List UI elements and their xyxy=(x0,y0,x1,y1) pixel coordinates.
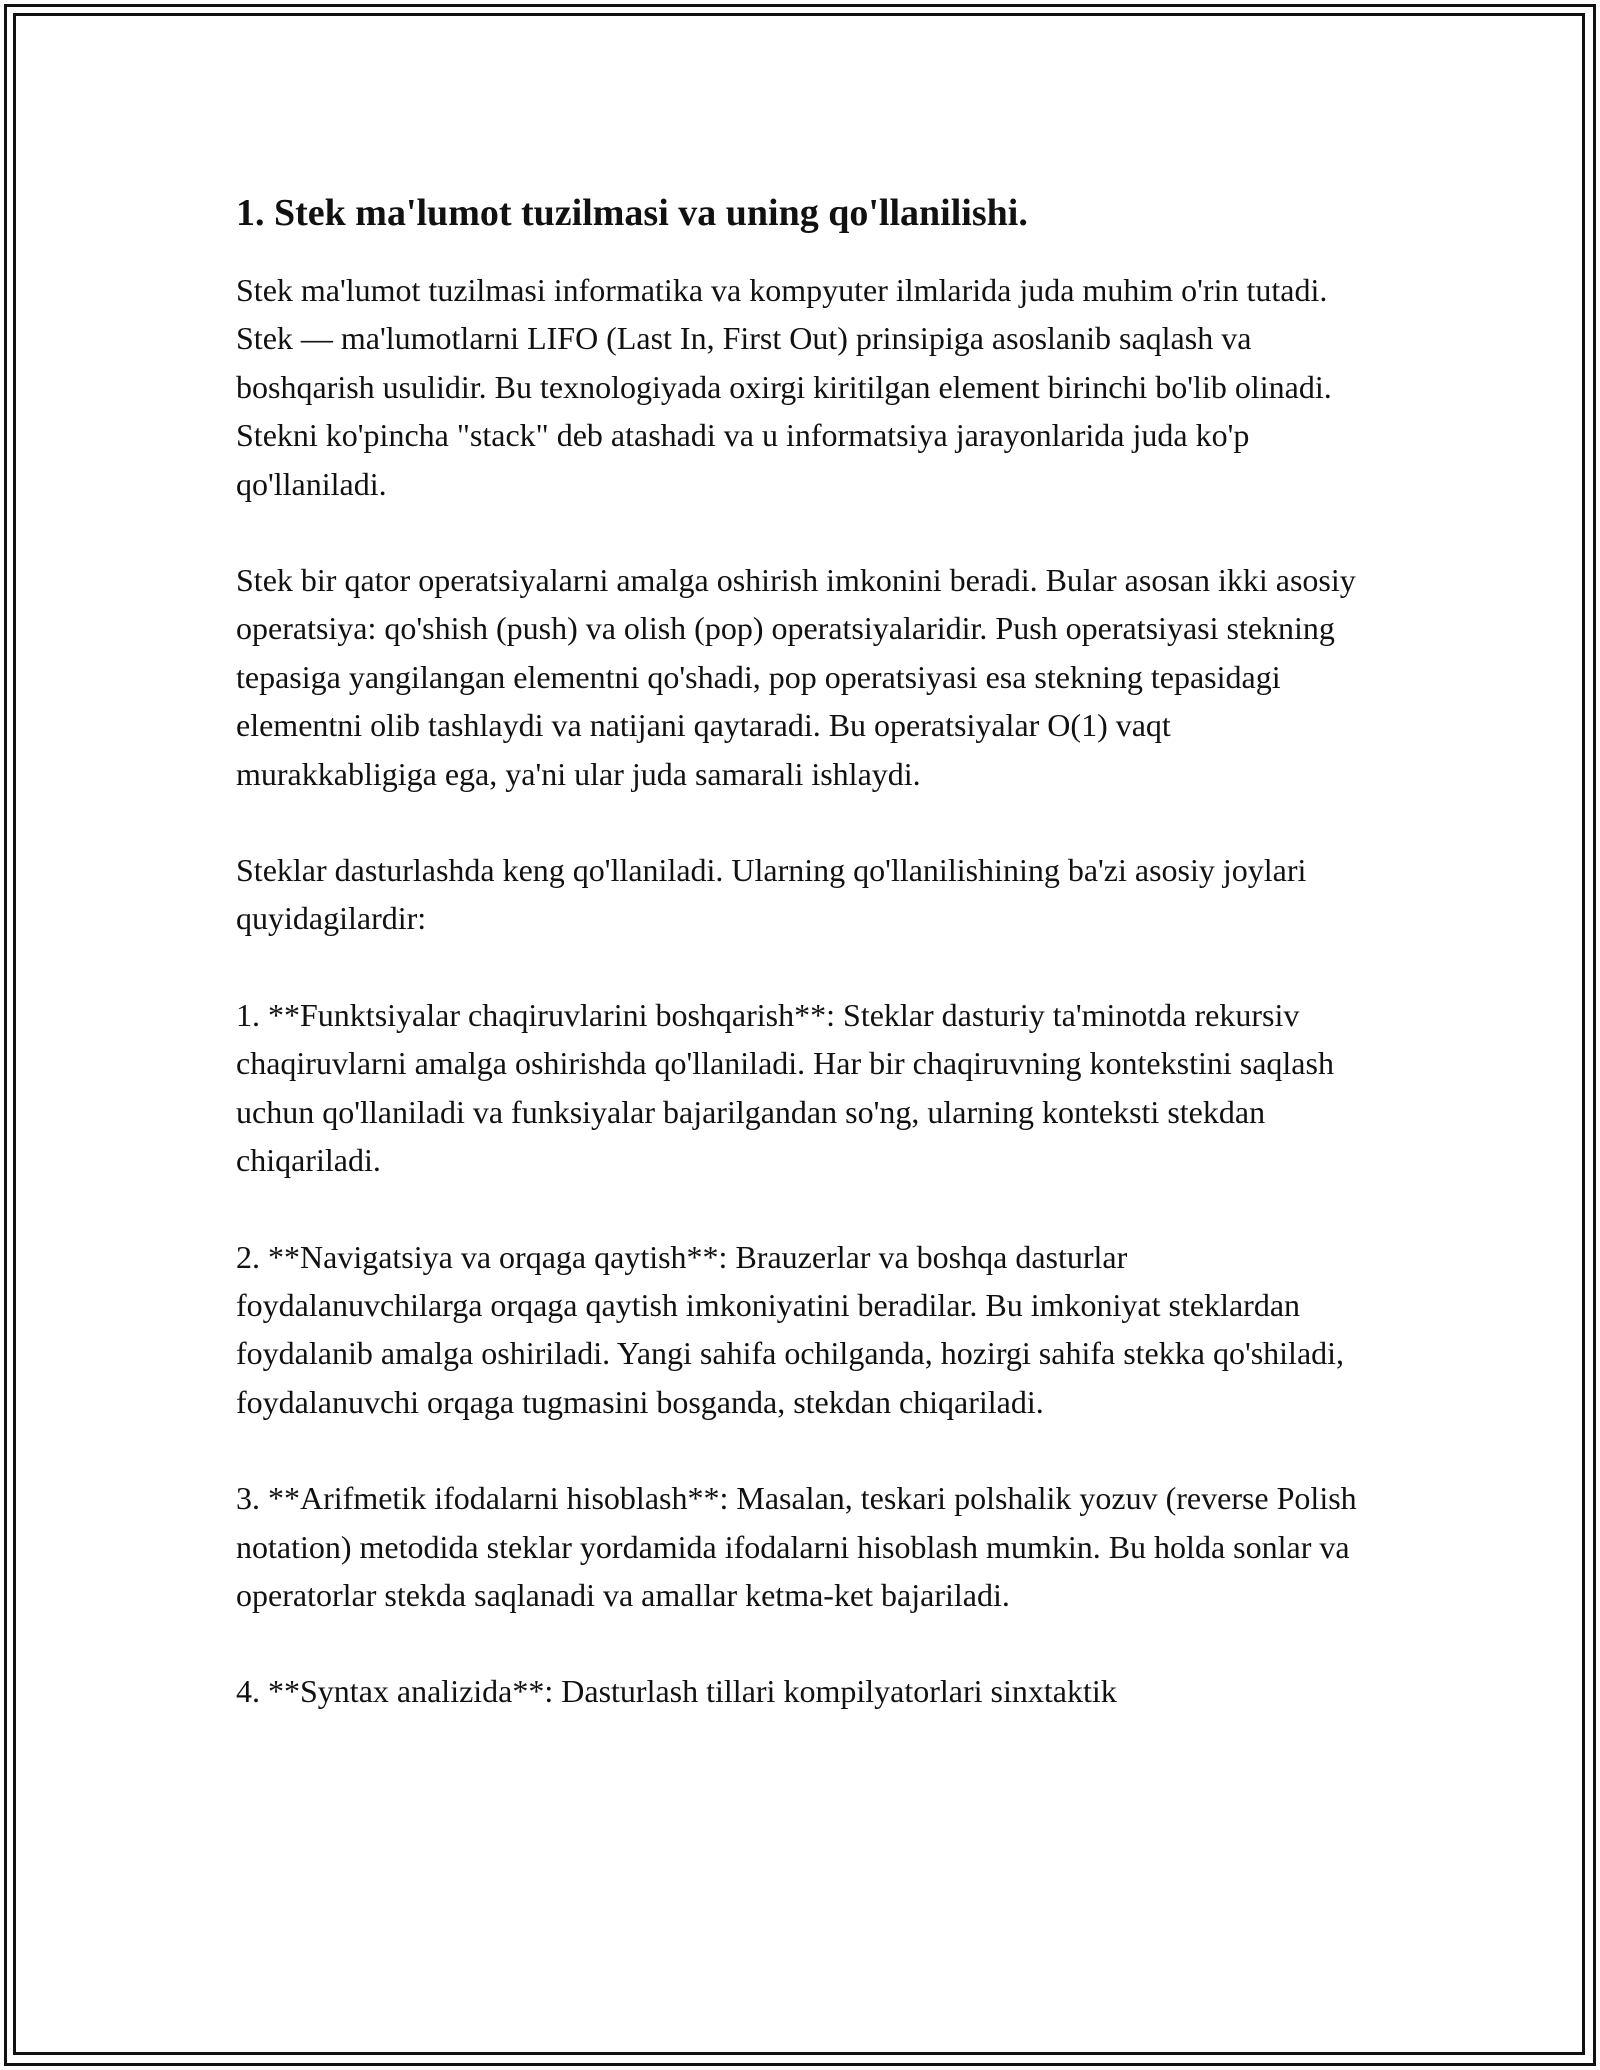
list-item-navigation: 2. **Navigatsiya va orqaga qaytish**: Brauzerlar va boshqa dasturlar foydalanuvchilarga orqaga qaytish imkoniyatini beradilar. Bu imkoniyat steklardan foydalanib amalga oshiriladi. Yangi sahifa ochilganda, hozirgi sahifa stekka qo'shiladi, foydalanuvchi orqaga tugmasini bosganda, stekdan chiqariladi. xyxy=(236,1238,1345,1420)
list-item-arithmetic: 3. **Arifmetik ifodalarni hisoblash**: Masalan, teskari polshalik yozuv (reverse Polish notation) metodida steklar yordamida ifodalarni hisoblash mumkin. Bu holda sonlar va operatorlar stekda saqlanadi va amallar ketma-ket bajariladi. xyxy=(236,1480,1357,1613)
paragraph-intro: Stek ma'lumot tuzilmasi informatika va kompyuter ilmlarida juda muhim o'rin tutadi. Stek — ma'lumotlarni LIFO (Last In, First Out) prinsipiga asoslanib saqlash va boshqarish usulidir. Bu texnologiyada oxirgi kiritilgan element birinchi bo'lib olinadi. Stekni ko'pincha "stack" deb atashadi va u informatsiya jarayonlarida juda ko'p qo'llaniladi. xyxy=(236,272,1332,502)
document-title: 1. Stek ma'lumot tuzilmasi va uning qo'llanilishi. xyxy=(236,192,1028,234)
paragraph-operations: Stek bir qator operatsiyalarni amalga oshirish imkonini beradi. Bular asosan ikki asosiy operatsiya: qo'shish (push) va olish (pop) operatsiyalaridir. Push operatsiyasi stekning tepasiga yangilangan elementni qo'shadi, pop operatsiyasi esa stekning tepasidagi elementni olib tashlaydi va natijani qaytaradi. Bu operatsiyalar O(1) vaqt murakkabligiga ega, ya'ni ular juda samarali ishlaydi. xyxy=(236,562,1356,792)
list-item-syntax: 4. **Syntax analizida**: Dasturlash tillari kompilyatorlari sinxtaktik xyxy=(236,1673,1117,1710)
paragraph-usage-intro: Steklar dasturlashda keng qo'llaniladi. Ularning qo'llanilishining ba'zi asosiy joylari quyidagilardir: xyxy=(236,852,1307,937)
document-body xyxy=(236,190,1376,1764)
list-item-function-calls: 1. **Funktsiyalar chaqiruvlarini boshqarish**: Steklar dasturiy ta'minotda rekursiv chaqiruvlarni amalga oshirishda qo'llaniladi. Har bir chaqiruvning kontekstini saqlash uchun qo'llaniladi va funksiyalar bajarilgandan so'ng, ularning konteksti stekdan chiqariladi. xyxy=(236,996,1334,1179)
